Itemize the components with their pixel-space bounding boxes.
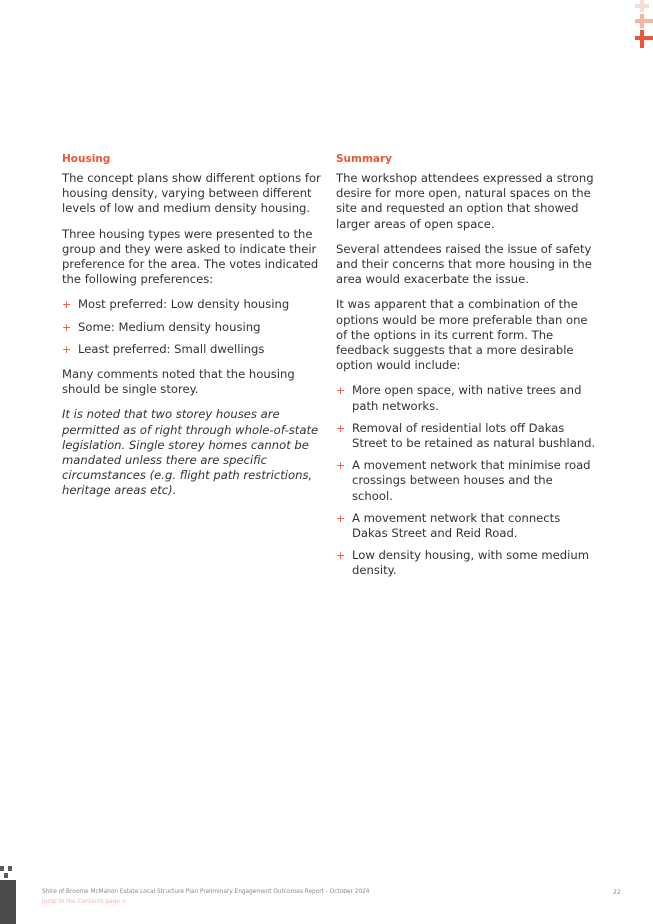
list-item [336, 511, 596, 541]
summary-heading: Summary [336, 153, 393, 165]
plus-icon: + [336, 549, 346, 563]
housing-paragraph-1: The concept plans show different options for housing density, varying between different levels of low and medium density housing. [62, 171, 321, 216]
plus-icon: + [62, 298, 72, 312]
list-item-text: Some: Medium density housing [78, 319, 261, 334]
list-item [336, 548, 596, 578]
list-item [62, 342, 322, 357]
housing-note: It is noted that two storey houses are permitted as of right through whole-of-state legislation. Single storey homes cannot be mandated unless there are specific circumstances (e.g. flight path restrictions, heritage areas etc). [62, 407, 319, 498]
list-item-text: More open space, with native trees and path networks. [352, 383, 582, 413]
footer-text: Shire of Broome McMahon Estate Local Structure Plan Preliminary Engagement Outcomes Report - October 2024 [42, 889, 370, 895]
brand-mark-icon [0, 866, 16, 924]
page-number: 22 [613, 889, 621, 896]
list-item [336, 383, 596, 413]
cross-pattern-icon [635, 0, 653, 48]
list-item-text: Removal of residential lots off Dakas Street to be retained as natural bushland. [352, 420, 596, 451]
list-item-text: A movement network that connects Dakas Street and Reid Road. [352, 510, 561, 541]
summary-paragraph-2: Several attendees raised the issue of safety and their concerns that more housing in the area would exacerbate the issue. [336, 241, 592, 287]
plus-icon: + [336, 384, 346, 398]
housing-heading: Housing [62, 153, 111, 165]
option-list [336, 383, 596, 578]
list-item [62, 320, 322, 335]
contents-link[interactable]: Jump to the Contents page > [42, 899, 127, 905]
preference-list [62, 297, 322, 357]
list-item [336, 421, 596, 451]
list-item-text: Low density housing, with some medium density. [352, 548, 590, 578]
summary-paragraph-3: It was apparent that a combination of the options would be more preferable than one of the options in its current form. The feedback suggests that a more desirable option would include: [336, 297, 588, 373]
list-item [336, 458, 596, 504]
list-item-text: Least preferred: Small dwellings [78, 341, 265, 356]
housing-section [62, 153, 322, 509]
housing-paragraph-3: Many comments noted that the housing should be single storey. [62, 367, 295, 397]
housing-paragraph-2: Three housing types were presented to the group and they were asked to indicate their preference for the area. The votes indicated the following preferences: [62, 226, 319, 287]
summary-paragraph-1: The workshop attendees expressed a strong desire for more open, natural spaces on the site and requested an option that showed larger areas of open space. [336, 171, 594, 231]
plus-icon: + [62, 320, 72, 334]
plus-icon: + [62, 342, 72, 356]
list-item-text: A movement network that minimise road crossings between houses and the school. [352, 458, 591, 503]
plus-icon: + [336, 511, 346, 525]
list-item [62, 297, 322, 312]
list-item-text: Most preferred: Low density housing [78, 297, 290, 312]
plus-icon: + [336, 459, 346, 473]
summary-section [336, 153, 596, 589]
plus-icon: + [336, 421, 346, 435]
